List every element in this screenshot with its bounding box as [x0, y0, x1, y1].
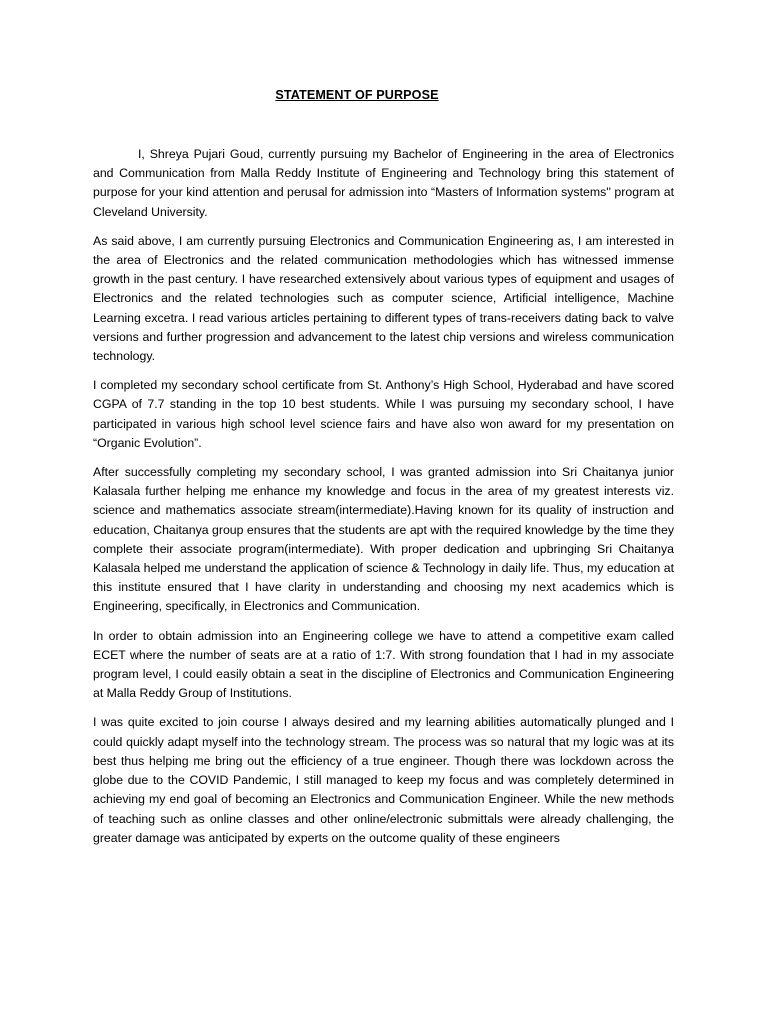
document-body: [93, 145, 674, 848]
paragraph-introduction: I, Shreya Pujari Goud, currently pursuing my Bachelor of Engineering in the area of Electronics and Communication from Malla Reddy Institute of Engineering and Technology bring this statement of purpose for your kind attention and perusal for admission into “Masters of Information systems'' program at Cleveland University.: [93, 147, 674, 219]
paragraph-intermediate: After successfully completing my secondary school, I was granted admission into Sri Chaitanya junior Kalasala further helping me enhance my knowledge and focus in the area of my greatest interests viz. science and mathematics associate stream(intermediate).Having known for its quality of instruction and education, Chaitanya group ensures that the students are apt with the required knowledge by the time they complete their associate program(intermediate). With proper dedication and upbringing Sri Chaitanya Kalasala helped me understand the application of science & Technology in daily life. Thus, my education at this institute ensured that I have clarity in understanding and choosing my next academics which is Engineering, specifically, in Electronics and Communication.: [93, 465, 674, 614]
paragraph-interests: As said above, I am currently pursuing Electronics and Communication Engineering as, I am interested in the area of Electronics and the related communication methodologies which has witnessed immense growth in the past century. I have researched extensively about various types of equipment and usages of Electronics and the related technologies such as computer science, Artificial intelligence, Machine Learning excetra. I read various articles pertaining to different types of trans-receivers dating back to valve versions and further progression and advancement to the latest chip versions and wireless communication technology.: [93, 233, 674, 364]
document-title: STATEMENT OF PURPOSE: [275, 88, 439, 102]
paragraph-engineering-admission: In order to obtain admission into an Engineering college we have to attend a competitive exam called ECET where the number of seats are at a ratio of 1:7. With strong foundation that I had in my associate program level, I could easily obtain a seat in the discipline of Electronics and Communication Engineering at Malla Reddy Group of Institutions.: [93, 628, 674, 701]
paragraph-engineering-experience: I was quite excited to join course I always desired and my learning abilities automatically plunged and I could quickly adapt myself into the technology stream. The process was so natural that my logic was at its best thus helping me bring out the efficiency of a true engineer. Though there was lockdown across the globe due to the COVID Pandemic, I still managed to keep my focus and was completely determined in achieving my end goal of becoming an Electronics and Communication Engineer. While the new methods of teaching such as online classes and other online/electronic submittals were already challenging, the greater damage was anticipated by experts on the outcome quality of these engineers: [93, 715, 674, 845]
paragraph-secondary-school: I completed my secondary school certificate from St. Anthony’s High School, Hyderabad and have scored CGPA of 7.7 standing in the top 10 best students. While I was pursuing my secondary school, I have participated in various high school level science fairs and have also won award for my presentation on “Organic Evolution”.: [93, 378, 674, 450]
